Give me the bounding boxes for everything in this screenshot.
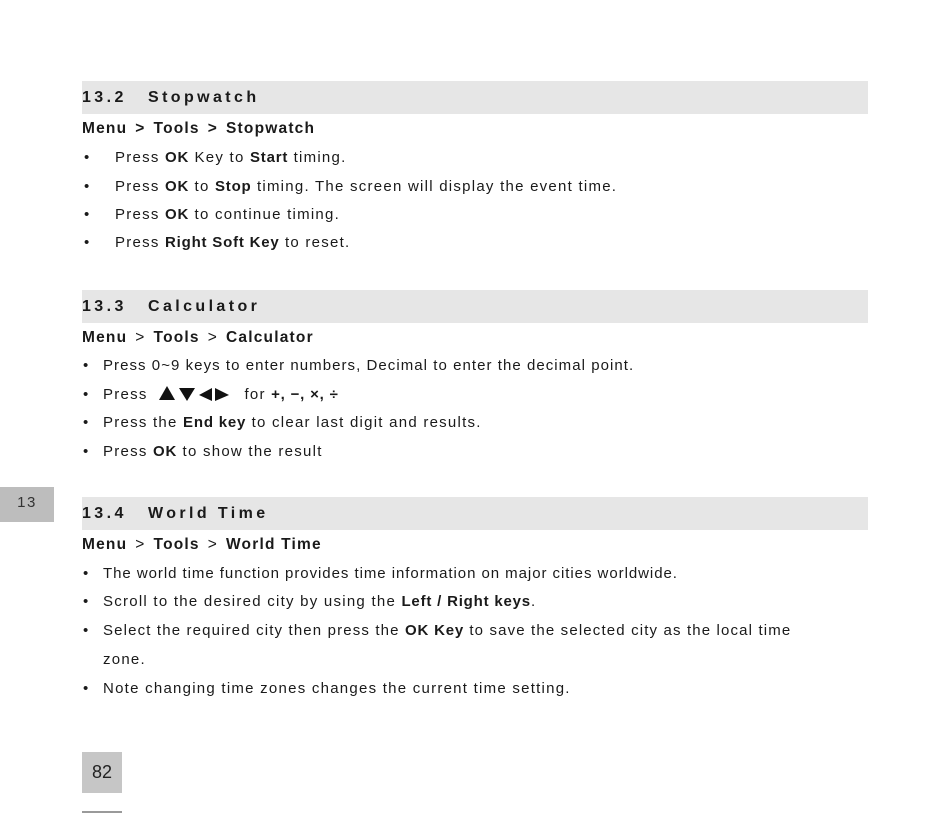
section-number: 13.2: [82, 88, 127, 106]
chapter-tab: 13: [0, 487, 54, 522]
section-number: 13.3: [82, 297, 127, 315]
arrow-keys-icon: [159, 384, 229, 401]
list-item: Press OK Key to Start timing.: [115, 149, 347, 166]
bullet-icon: •: [83, 386, 89, 403]
path-separator: >: [207, 329, 218, 346]
bullet-icon: •: [83, 443, 89, 460]
section-header-stopwatch: [82, 81, 868, 114]
list-item: Press OK to Stop timing. The screen will display the event time.: [115, 178, 618, 195]
path-separator: >: [207, 120, 218, 137]
path-world-time: World Time: [226, 536, 322, 553]
menu-path-calculator: [82, 327, 314, 349]
triangle-right-icon: [215, 388, 229, 401]
bullet-icon: •: [84, 234, 90, 251]
bullet-icon: •: [84, 178, 90, 195]
bullet-icon: •: [83, 593, 89, 610]
path-tools: Tools: [153, 329, 200, 346]
menu-path-stopwatch: [82, 118, 315, 140]
list-item-continuation: zone.: [103, 651, 146, 668]
path-separator: >: [207, 536, 218, 553]
bullet-icon: •: [83, 622, 89, 639]
path-separator: >: [135, 329, 146, 346]
triangle-down-icon: [179, 388, 195, 401]
page-number: 82: [82, 752, 122, 793]
list-item: Press Right Soft Key to reset.: [115, 234, 351, 251]
menu-path-world-time: [82, 534, 322, 556]
list-item: Press OK to show the result: [103, 443, 323, 460]
bullet-icon: •: [83, 357, 89, 374]
path-menu: Menu: [82, 329, 128, 346]
section-title: World Time: [148, 504, 269, 522]
section-header-calculator: [82, 290, 868, 323]
path-menu: Menu: [82, 120, 128, 137]
triangle-left-icon: [199, 388, 212, 401]
section-title: Calculator: [148, 297, 261, 315]
list-item: Press 0~9 keys to enter numbers, Decimal to enter the decimal point.: [103, 357, 635, 374]
list-item: Press the End key to clear last digit and results.: [103, 414, 482, 431]
path-tools: Tools: [153, 536, 200, 553]
list-item: Press for +, −, ×, ÷: [103, 386, 339, 403]
list-item: Select the required city then press the OK Key to save the selected city as the local time: [103, 622, 792, 639]
bullet-icon: •: [83, 565, 89, 582]
list-item: Scroll to the desired city by using the Left / Right keys.: [103, 593, 537, 610]
section-header-world-time: [82, 497, 868, 530]
bullet-icon: •: [84, 149, 90, 166]
path-menu: Menu: [82, 536, 128, 553]
operators-label: +, −, ×, ÷: [271, 386, 339, 403]
path-tools: Tools: [153, 120, 200, 137]
list-item: Press OK to continue timing.: [115, 206, 341, 223]
list-item: The world time function provides time information on major cities worldwide.: [103, 565, 678, 582]
triangle-up-icon: [159, 386, 175, 400]
section-title: Stopwatch: [148, 88, 260, 106]
bullet-icon: •: [84, 206, 90, 223]
path-separator: >: [135, 536, 146, 553]
bullet-icon: •: [83, 680, 89, 697]
section-number: 13.4: [82, 504, 127, 522]
path-calculator: Calculator: [226, 329, 314, 346]
path-separator: >: [135, 120, 146, 137]
bullet-icon: •: [83, 414, 89, 431]
path-stopwatch: Stopwatch: [226, 120, 316, 137]
list-item: Note changing time zones changes the current time setting.: [103, 680, 571, 697]
